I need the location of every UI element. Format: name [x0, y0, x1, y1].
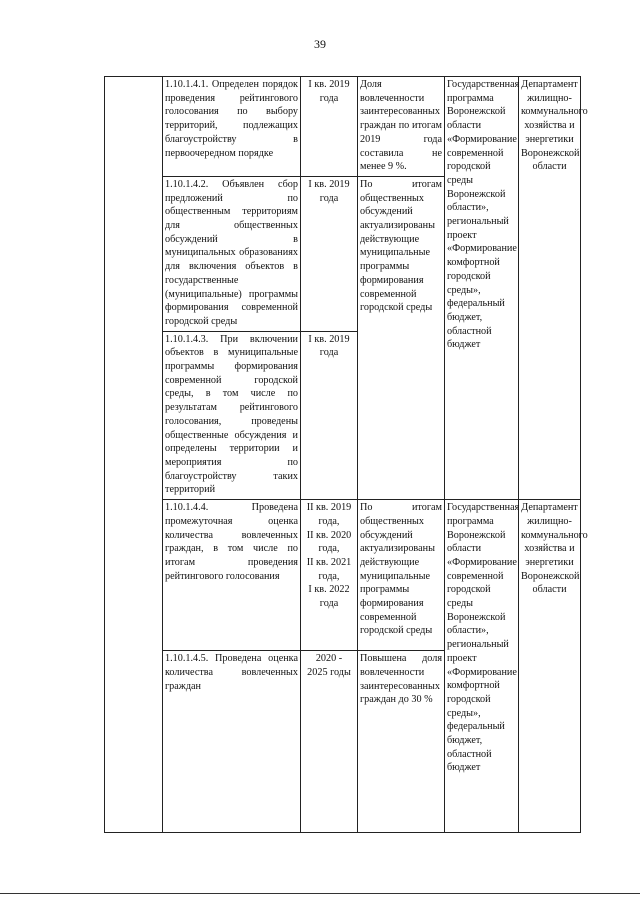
term-cell: II кв. 2019 года, II кв. 2020 года, II кв. 2021 года, I кв. 2022 года [301, 500, 358, 651]
executor-cell: Департамент жилищно-коммунального хозяйства и энергетики Воронежской области [519, 77, 581, 500]
measure-cell: 1.10.1.4.2. Объявлен сбор предложений по общественным территориям для общественных обсуждений в муниципальных образованиях для включения объектов в государственные (муниципальные) программы формирования современной городской среды [163, 176, 301, 331]
executor-cell: Департамент жилищно-коммунального хозяйства и энергетики Воронежской области [519, 500, 581, 833]
measures-table [104, 76, 588, 833]
term-cell: I кв. 2019 года [301, 176, 358, 331]
term-cell: I кв. 2019 года [301, 331, 358, 499]
result-cell: Доля вовлеченности заинтересованных граждан по итогам 2019 года составила не менее 9 %. [358, 77, 445, 177]
page-number: 39 [314, 37, 326, 51]
source-cell: Государственная программа Воронежской области «Формирование современной городской среды Воронежской области», региональный проект «Формирование комфортной городской среды», федеральный бюджет, областной бюджет [445, 77, 519, 500]
measure-cell: 1.10.1.4.1. Определен порядок проведения рейтингового голосования по выбору территорий, подлежащих благоустройству в первоочередном порядке [163, 77, 301, 177]
blank-column [105, 77, 163, 833]
measure-cell: 1.10.1.4.3. При включении объектов в муниципальные программы формирования современной городской среды, в том числе по результатам рейтингового голосования, проведены общественные обсуждения и определены территории и мероприятия по благоустройству таких территорий [163, 331, 301, 499]
result-cell: По итогам общественных обсуждений актуализированы действующие муниципальные программы формирования современной городской среды [358, 176, 445, 499]
scan-edge-line [0, 893, 640, 894]
source-cell: Государственная программа Воронежской области «Формирование современной городской среды Воронежской области», региональный проект «Формирование комфортной городской среды», федеральный бюджет, областной бюджет [445, 500, 519, 833]
result-cell: По итогам общественных обсуждений актуализированы действующие муниципальные программы формирования современной городской среды [358, 500, 445, 651]
table-row [105, 500, 581, 651]
measure-cell: 1.10.1.4.5. Проведена оценка количества вовлеченных граждан [163, 651, 301, 833]
term-cell: 2020 - 2025 годы [301, 651, 358, 833]
result-cell: Повышена доля вовлеченности заинтересованных граждан до 30 % [358, 651, 445, 833]
term-cell: I кв. 2019 года [301, 77, 358, 177]
measure-cell: 1.10.1.4.4. Проведена промежуточная оценка количества вовлеченных граждан, в том числе по итогам проведения рейтингового голосования [163, 500, 301, 651]
table-row [105, 77, 581, 177]
